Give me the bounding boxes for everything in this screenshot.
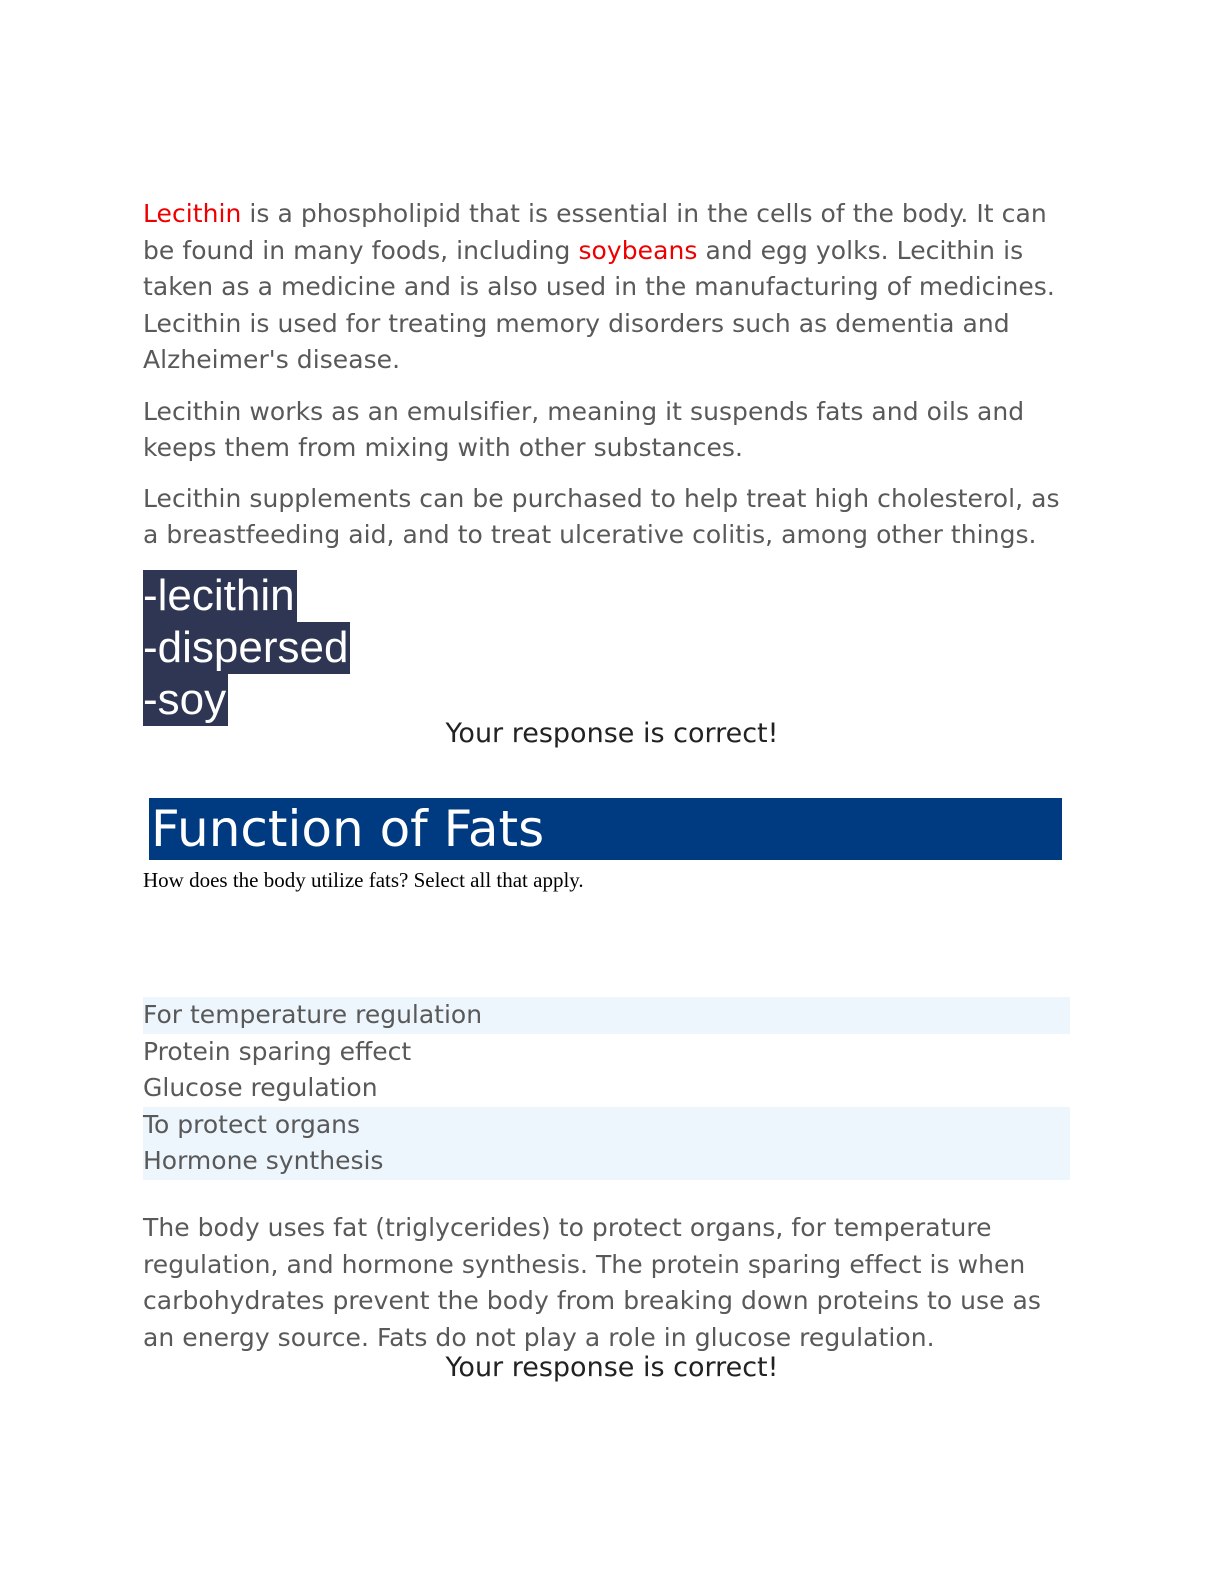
section-title: Function of Fats: [149, 798, 1062, 860]
intro-section: [143, 196, 1073, 726]
option-glucose-regulation[interactable]: Glucose regulation: [143, 1073, 378, 1102]
intro-paragraph-2: Lecithin works as an emulsifier, meaning it suspends fats and oils and keeps them from mixing with other substances.: [143, 396, 1025, 462]
option-list: [143, 997, 1070, 1180]
feedback-correct-1: Your response is correct!: [445, 718, 779, 749]
highlight-soybeans: soybeans: [578, 235, 698, 265]
feedback-correct-2: Your response is correct!: [445, 1352, 779, 1383]
answer-lecithin: -lecithin: [143, 570, 295, 620]
intro-paragraph-1: [143, 196, 1073, 379]
answer-list: [143, 570, 1073, 726]
intro-text-1: is a phospholipid that is essential in the cells of the body. It can be found in many foods, including: [143, 199, 1047, 265]
answer-dispersed: -dispersed: [143, 622, 349, 672]
intro-paragraph-3: Lecithin supplements can be purchased to help treat high cholesterol, as a breastfeeding aid, and to treat ulcerative colitis, among other things.: [143, 483, 1060, 549]
question-text: How does the body utilize fats? Select all that apply.: [143, 868, 584, 892]
intro-text-2: and egg yolks. Lecithin is taken as a medicine and is also used in the manufacturing of medicines. Lecithin is used for treating memory disorders such as dementia and Alzheimer's disease.: [143, 235, 1055, 374]
option-hormone-synthesis[interactable]: Hormone synthesis: [143, 1143, 1070, 1180]
option-temperature-regulation[interactable]: For temperature regulation: [143, 997, 1070, 1034]
explanation-section: [143, 1210, 1073, 1356]
highlight-lecithin: Lecithin: [143, 199, 242, 228]
answer-soy: -soy: [143, 674, 227, 724]
option-protect-organs[interactable]: To protect organs: [143, 1107, 1070, 1144]
explanation-text: The body uses fat (triglycerides) to protect organs, for temperature regulation, and hormone synthesis. The protein sparing effect is when carbohydrates prevent the body from breaking down proteins to use as an energy source. Fats do not play a role in glucose regulation.: [143, 1213, 1042, 1352]
option-protein-sparing[interactable]: Protein sparing effect: [143, 1036, 412, 1066]
